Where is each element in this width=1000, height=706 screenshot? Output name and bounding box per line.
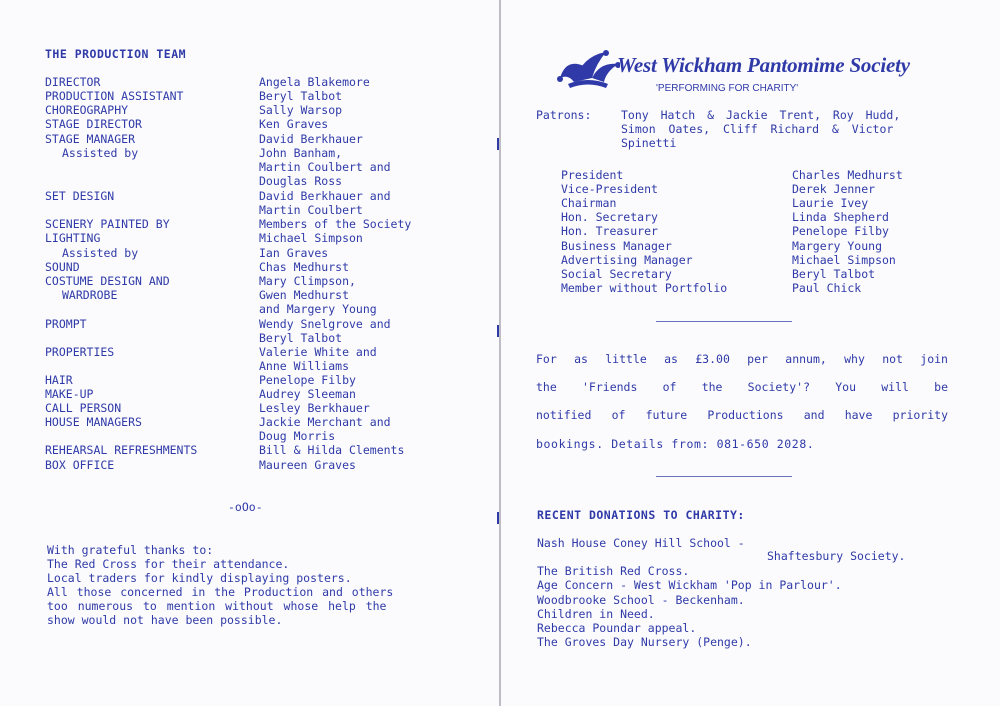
officer-title: Member without Portfolio: [561, 281, 728, 295]
officer-title: Advertising Manager: [561, 253, 693, 267]
officer-name: Michael Simpson: [792, 253, 896, 267]
role-label: COSTUME DESIGN AND: [45, 274, 170, 288]
donation-item: Age Concern - West Wickham 'Pop in Parlour'.: [537, 578, 842, 592]
team-name: Mary Climpson,: [259, 274, 356, 288]
officer-name: Derek Jenner: [792, 182, 876, 196]
role-label: HOUSE MANAGERS: [45, 415, 142, 429]
friends-line: For as little as £3.00 per annum, why not join: [536, 352, 948, 366]
production-team-heading: THE PRODUCTION TEAM: [45, 47, 187, 61]
role-label: REHEARSAL REFRESHMENTS: [45, 443, 198, 457]
officer-title: Hon. Treasurer: [561, 224, 658, 238]
officer-title: Social Secretary: [561, 267, 672, 281]
role-label: BOX OFFICE: [45, 458, 115, 472]
officer-name: Beryl Talbot: [792, 267, 876, 281]
binding-mark: [497, 512, 499, 524]
team-name: Ian Graves: [259, 246, 329, 260]
patrons-line: Simon Oates, Cliff Richard & Victor: [621, 122, 894, 136]
team-name: Chas Medhurst: [259, 260, 350, 274]
donation-item: Woodbrooke School - Beckenham.: [537, 593, 745, 607]
role-label: HAIR: [45, 373, 73, 387]
role-label: PRODUCTION ASSISTANT: [45, 89, 184, 103]
role-label: DIRECTOR: [45, 75, 101, 89]
officer-title: Business Manager: [561, 239, 672, 253]
role-label: SET DESIGN: [45, 189, 115, 203]
team-name: Penelope Filby: [259, 373, 356, 387]
team-name: Valerie White and: [259, 345, 377, 359]
team-name: Members of the Society: [259, 217, 412, 231]
donation-item: The Groves Day Nursery (Penge).: [537, 635, 752, 649]
section-rule: [656, 321, 792, 322]
section-divider: -oOo-: [228, 500, 263, 514]
donation-item: Children in Need.: [537, 607, 655, 621]
thanks-line: show would not have been possible.: [47, 613, 283, 627]
role-label: PROPERTIES: [45, 345, 115, 359]
left-page: [0, 0, 499, 706]
friends-line: the 'Friends of the Society'? You will be: [536, 380, 948, 394]
jester-hat-logo-icon: [556, 48, 620, 94]
team-name: Martin Coulbert: [259, 203, 363, 217]
team-name: Anne Williams: [259, 359, 350, 373]
thanks-line: Local traders for kindly displaying posters.: [47, 571, 352, 585]
role-label: Assisted by: [62, 246, 139, 260]
officer-name: Linda Shepherd: [792, 210, 889, 224]
role-label: MAKE-UP: [45, 387, 94, 401]
thanks-line: The Red Cross for their attendance.: [47, 557, 290, 571]
donations-heading: RECENT DONATIONS TO CHARITY:: [537, 508, 745, 522]
thanks-line: too numerous to mention without whose help the: [47, 599, 387, 613]
thanks-line: All those concerned in the Production and others: [47, 585, 394, 599]
donation-item: Shaftesbury Society.: [767, 549, 906, 563]
team-name: Sally Warsop: [259, 103, 343, 117]
team-name: Maureen Graves: [259, 458, 356, 472]
officer-title: Hon. Secretary: [561, 210, 658, 224]
team-name: Douglas Ross: [259, 174, 343, 188]
role-label: STAGE DIRECTOR: [45, 117, 142, 131]
team-name: Wendy Snelgrove and: [259, 317, 391, 331]
team-name: Martin Coulbert and: [259, 160, 391, 174]
society-name: West Wickham Pantomime Society: [617, 53, 910, 77]
team-name: Doug Morris: [259, 429, 336, 443]
team-name: and Margery Young: [259, 302, 377, 316]
officer-name: Penelope Filby: [792, 224, 889, 238]
team-name: Beryl Talbot: [259, 331, 343, 345]
officer-name: Charles Medhurst: [792, 168, 903, 182]
patrons-label: Patrons:: [536, 108, 592, 122]
officer-name: Laurie Ivey: [792, 196, 869, 210]
thanks-line: With grateful thanks to:: [47, 543, 214, 557]
officer-name: Paul Chick: [792, 281, 862, 295]
officer-title: Vice-President: [561, 182, 658, 196]
donation-item: The British Red Cross.: [537, 564, 690, 578]
team-name: Lesley Berkhauer: [259, 401, 370, 415]
donation-item: Nash House Coney Hill School -: [537, 536, 745, 550]
role-label: Assisted by: [62, 146, 139, 160]
team-name: Audrey Sleeman: [259, 387, 356, 401]
section-rule: [656, 476, 792, 477]
patrons-line: Tony Hatch & Jackie Trent, Roy Hudd,: [621, 108, 901, 122]
team-name: Michael Simpson: [259, 231, 363, 245]
binding-mark: [497, 138, 499, 150]
patrons-line: Spinetti: [621, 136, 677, 150]
friends-line: notified of future Productions and have priority: [536, 408, 948, 422]
officer-name: Margery Young: [792, 239, 883, 253]
role-label: CALL PERSON: [45, 401, 122, 415]
role-label: WARDROBE: [62, 288, 118, 302]
role-label: STAGE MANAGER: [45, 132, 136, 146]
team-name: David Berkhauer and: [259, 189, 391, 203]
team-name: John Banham,: [259, 146, 343, 160]
team-name: Angela Blakemore: [259, 75, 370, 89]
team-name: Gwen Medhurst: [259, 288, 350, 302]
team-name: Ken Graves: [259, 117, 329, 131]
officer-title: President: [561, 168, 624, 182]
team-name: Beryl Talbot: [259, 89, 343, 103]
role-label: SCENERY PAINTED BY: [45, 217, 170, 231]
role-label: CHOREOGRAPHY: [45, 103, 129, 117]
team-name: Jackie Merchant and: [259, 415, 391, 429]
team-name: David Berkhauer: [259, 132, 363, 146]
role-label: LIGHTING: [45, 231, 101, 245]
role-label: SOUND: [45, 260, 80, 274]
society-tagline: 'PERFORMING FOR CHARITY': [656, 83, 799, 94]
friends-line: bookings. Details from: 081-650 2028.: [536, 437, 815, 451]
officer-title: Chairman: [561, 196, 617, 210]
team-name: Bill & Hilda Clements: [259, 443, 405, 457]
donation-item: Rebecca Poundar appeal.: [537, 621, 697, 635]
role-label: PROMPT: [45, 317, 87, 331]
binding-mark: [497, 325, 499, 337]
